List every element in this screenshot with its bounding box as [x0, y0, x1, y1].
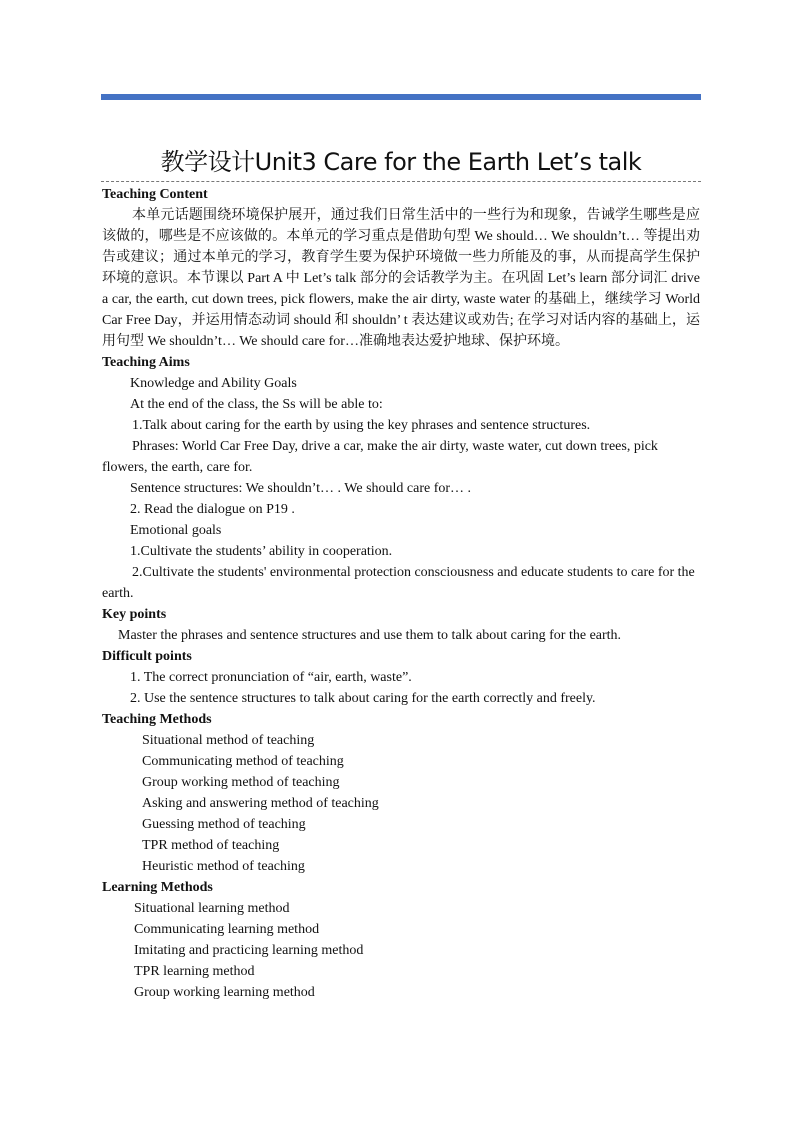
teaching-content-paragraph: 本单元话题围绕环境保护展开，通过我们日常生活中的一些行为和现象，告诫学生哪些是应该做的，哪些是不应该做的。本单元的学习重点是借助句型 We should… We shouldn’t… 等提出劝告或建议；通过本单元的学习，教育学生要为保护环境做一些力所能及的事，从而提高学生保护环境的意识。本节课以 Part A 中 Let’s talk 部分的会话教学为主。在巩固 Let’s learn 部分词汇 drive a car, the earth, cut down trees, pick flowers, make the air dirty, waste water 的基础上，继续学习 World Car Free Day，并运用情态动词 should 和 shouldn’ t 表达建议或劝告; 在学习对话内容的基础上，运用句型 We shouldn’t… We should care for…准确地表达爱护地球、保护环境。 — [102, 208, 700, 349]
aims-intro: At the end of the class, the Ss will be able to: — [130, 397, 383, 412]
list-item: Heuristic method of teaching — [142, 859, 305, 874]
list-item: Situational learning method — [134, 901, 290, 916]
list-item: Imitating and practicing learning method — [134, 943, 364, 958]
aims-structures: Sentence structures: We shouldn’t… . We should care for… . — [130, 481, 472, 496]
aims-item-1: 1.Talk about caring for the earth by using the key phrases and sentence structures. — [132, 418, 591, 433]
teaching-aims-heading: Teaching Aims — [102, 355, 190, 370]
emotional-goal-1: 1.Cultivate the students’ ability in cooperation. — [130, 544, 393, 559]
teaching-content-heading: Teaching Content — [102, 187, 208, 202]
header-rule — [101, 94, 701, 100]
aims-phrases: Phrases: World Car Free Day, drive a car, make the air dirty, waste water, cut down trees, pick flowers, the earth, care for. — [102, 439, 658, 475]
list-item: TPR method of teaching — [142, 838, 280, 853]
page-title: 教学设计Unit3 Care for the Earth Let’s talk — [160, 148, 642, 176]
list-item: Group working method of teaching — [142, 775, 340, 790]
emotional-goal-2: 2.Cultivate the students' environmental protection consciousness and educate students to care for the earth. — [102, 565, 695, 601]
list-item: Group working learning method — [134, 985, 315, 1000]
list-item: TPR learning method — [134, 964, 255, 979]
teaching-methods-heading: Teaching Methods — [102, 712, 212, 727]
list-item: Situational method of teaching — [142, 733, 315, 748]
key-points-text: Master the phrases and sentence structures and use them to talk about caring for the earth. — [118, 628, 622, 643]
list-item: Guessing method of teaching — [142, 817, 306, 832]
aims-item-2: 2. Read the dialogue on P19 . — [130, 502, 295, 517]
learning-methods-heading: Learning Methods — [102, 880, 213, 895]
difficult-point-2: 2. Use the sentence structures to talk about caring for the earth correctly and freely. — [130, 691, 596, 706]
difficult-points-heading: Difficult points — [102, 649, 192, 664]
list-item: Communicating method of teaching — [142, 754, 344, 769]
emotional-goals-title: Emotional goals — [130, 523, 222, 538]
list-item: Communicating learning method — [134, 922, 320, 937]
title-divider — [101, 181, 701, 182]
knowledge-goals-title: Knowledge and Ability Goals — [130, 376, 297, 391]
document-body — [102, 184, 700, 1003]
difficult-point-1: 1. The correct pronunciation of “air, earth, waste”. — [130, 670, 412, 685]
list-item: Asking and answering method of teaching — [142, 796, 379, 811]
key-points-heading: Key points — [102, 607, 167, 622]
